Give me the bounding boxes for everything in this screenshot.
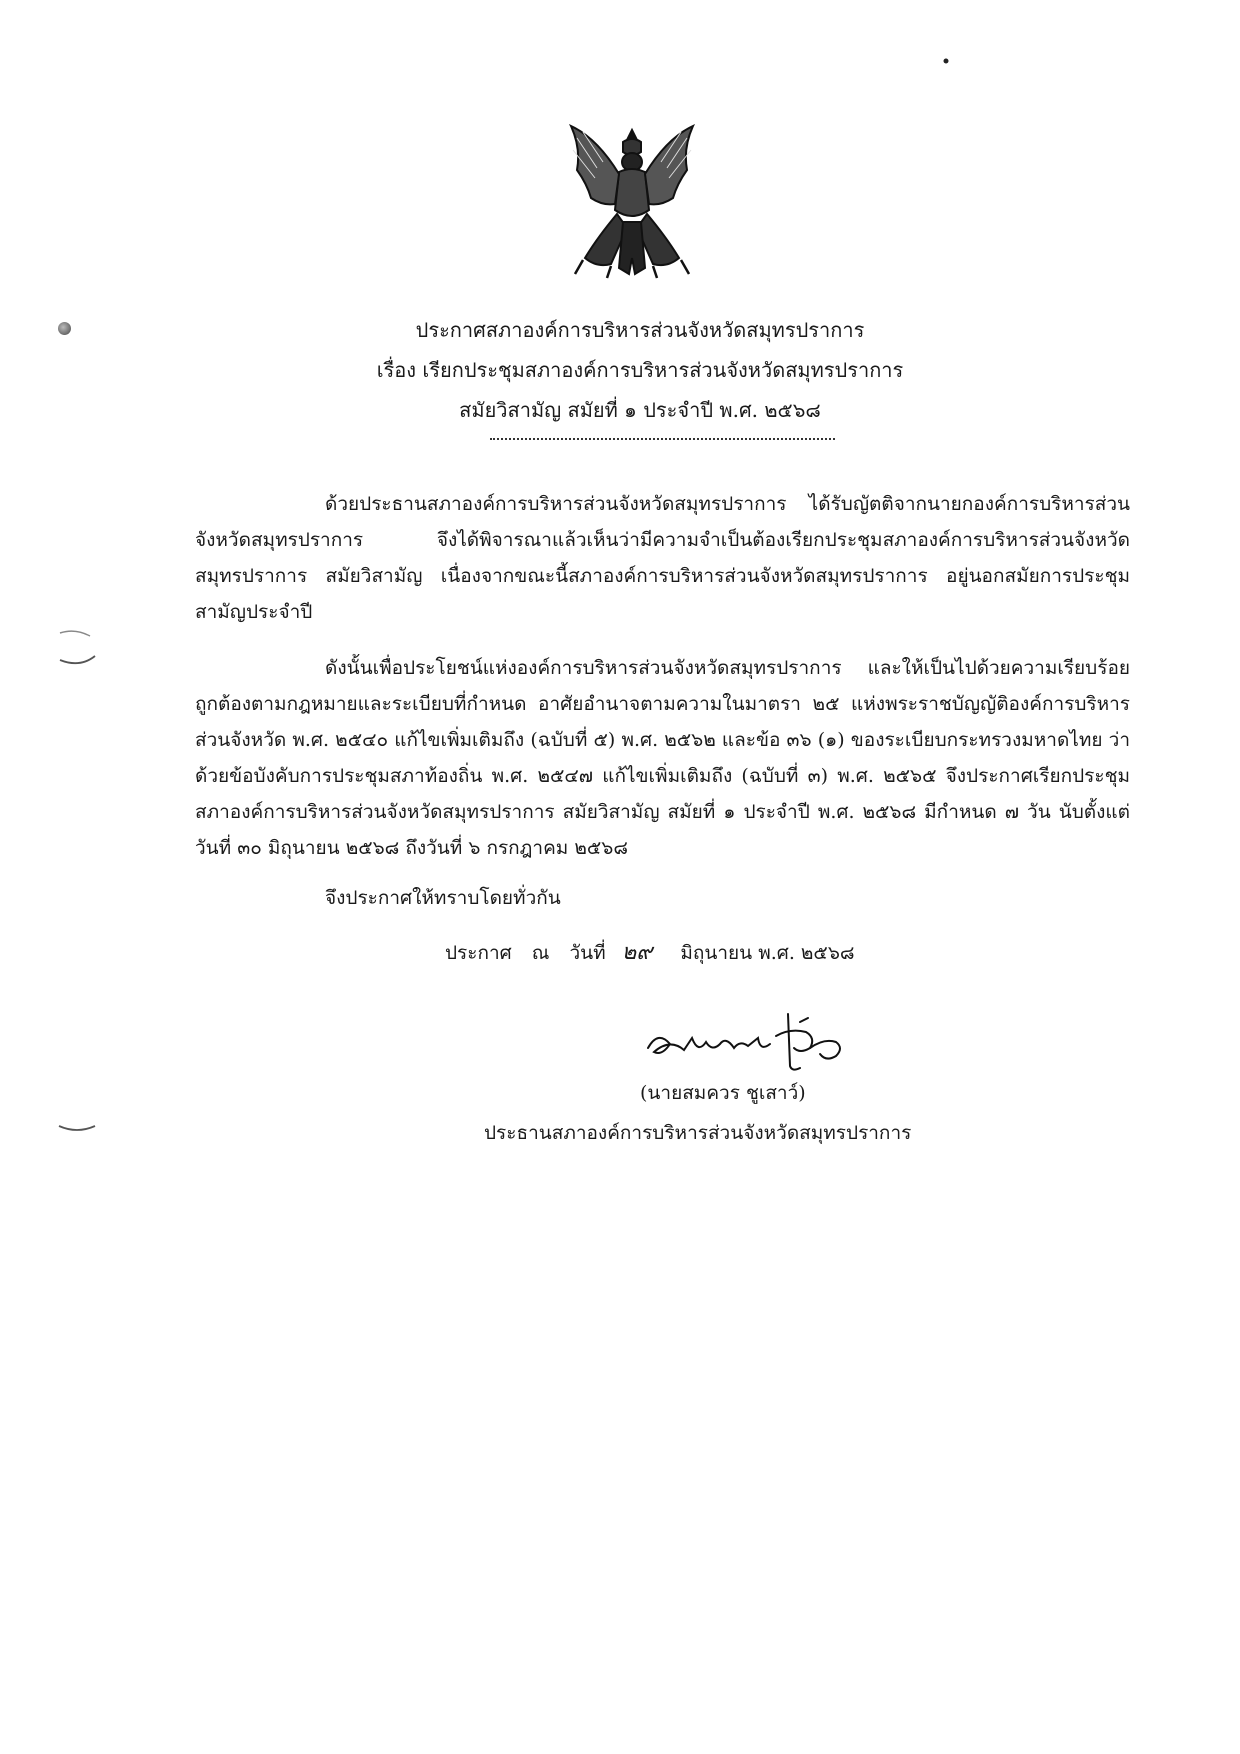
signatory-name: (นายสมควร ชูเสาว์) (640, 1082, 806, 1104)
punch-hole-mark (55, 628, 100, 668)
speck (940, 55, 952, 67)
given-prefix: ประกาศ (445, 942, 512, 964)
closing-line: จึงประกาศให้ทราบโดยทั่วกัน (325, 887, 561, 909)
given-at: ณ (531, 942, 550, 964)
announcement-session: สมัยวิสามัญ สมัยที่ ๑ ประจำปี พ.ศ. ๒๕๖๘ (459, 398, 821, 422)
given-month-year: มิถุนายน พ.ศ. ๒๕๖๘ (680, 942, 855, 964)
punch-hole-mark (55, 1118, 100, 1138)
signatory-title: ประธานสภาองค์การบริหารส่วนจังหวัดสมุทรปราการ (484, 1122, 912, 1144)
dotted-divider (490, 438, 835, 440)
paragraph-text: ด้วยประธานสภาองค์การบริหารส่วนจังหวัดสมุทรปราการ ได้รับญัตติจากนายกองค์การบริหารส่วนจังหวัดสมุทรปราการ จึงได้พิจารณาแล้วเห็นว่ามีความจำเป็นต้องเรียกประชุมสภาองค์การบริหารส่วนจังหวัดสมุทรปราการ สมัยวิสามัญ เนื่องจากขณะนี้สภาองค์การบริหารส่วนจังหวัดสมุทรปราการ อยู่นอกสมัยการประชุมสามัญประจำปี (195, 493, 1130, 623)
handwritten-signature (640, 1008, 860, 1078)
handwritten-day: ๒๙ (621, 940, 653, 965)
announcement-title: ประกาศสภาองค์การบริหารส่วนจังหวัดสมุทรปราการ (415, 318, 865, 342)
given-date-line (445, 935, 855, 971)
garuda-emblem-icon (557, 118, 707, 282)
body-paragraph-1 (195, 486, 1130, 630)
announcement-subject: เรื่อง เรียกประชุมสภาองค์การบริหารส่วนจังหวัดสมุทรปราการ (376, 358, 904, 382)
given-day-label: วันที่ (569, 942, 606, 964)
paragraph-text: ดังนั้นเพื่อประโยชน์แห่งองค์การบริหารส่วนจังหวัดสมุทรปราการ และให้เป็นไปด้วยความเรียบร้อยถูกต้องตามกฎหมายและระเบียบที่กำหนด อาศัยอำนาจตามความในมาตรา ๒๕ แห่งพระราชบัญญัติองค์การบริหารส่วนจังหวัด พ.ศ. ๒๕๔๐ แก้ไขเพิ่มเติมถึง (ฉบับที่ ๕) พ.ศ. ๒๕๖๒ และข้อ ๓๖ (๑) ของระเบียบกระทรวงมหาดไทย ว่าด้วยข้อบังคับการประชุมสภาท้องถิ่น พ.ศ. ๒๕๔๗ แก้ไขเพิ่มเติมถึง (ฉบับที่ ๓) พ.ศ. ๒๕๖๕ จึงประกาศเรียกประชุมสภาองค์การบริหารส่วนจังหวัดสมุทรปราการ สมัยวิสามัญ สมัยที่ ๑ ประจำปี พ.ศ. ๒๕๖๘ มีกำหนด ๗ วัน นับตั้งแต่วันที่ ๓๐ มิถุนายน ๒๕๖๘ ถึงวันที่ ๖ กรกฎาคม ๒๕๖๘ (195, 657, 1130, 859)
body-paragraph-2 (195, 650, 1130, 866)
